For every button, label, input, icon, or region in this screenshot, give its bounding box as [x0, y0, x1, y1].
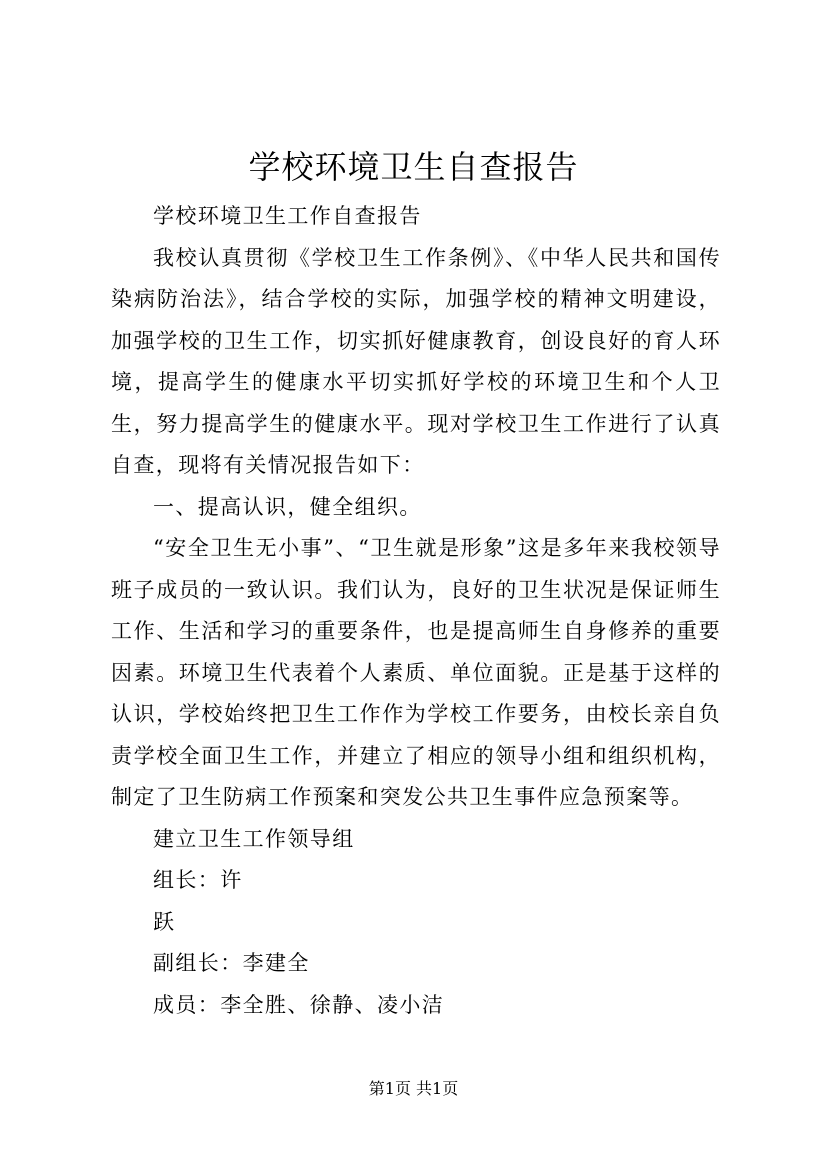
group-leader-line: 组长：许: [153, 868, 243, 892]
document-body: [111, 196, 721, 1026]
section-1-paragraph: “安全卫生无小事”、“卫生就是形象”这是多年来我校领导班子成员的一致认识。我们认为，良好的卫生状况是保证师生工作、生活和学习的重要条件，也是提高师生自身修养的重要因素。环境卫生代表着个人素质、单位面貌。正是基于这样的认识，学校始终把卫生工作作为学校工作要务，由校长亲自负责学校全面卫生工作，并建立了相应的领导小组和组织机构，制定了卫生防病工作预案和突发公共卫生事件应急预案等。: [111, 536, 721, 809]
leadership-group-heading: 建立卫生工作领导组: [153, 826, 355, 851]
page-footer: 第1页 共1页: [368, 1079, 459, 1098]
report-subtitle: 学校环境卫生工作自查报告: [153, 204, 422, 228]
section-heading-1: 一、提高认识，健全组织。: [153, 494, 422, 519]
members-line: 成员：李全胜、徐静、凌小洁: [153, 992, 445, 1017]
deputy-leader-line: 副组长：李建全: [153, 951, 310, 975]
group-leader-name-continued: 跃: [153, 909, 176, 934]
document-title: 学校环境卫生自查报告: [248, 148, 579, 186]
intro-paragraph: 我校认真贯彻《学校卫生工作条例》、《中华人民共和国传染病防治法》，结合学校的实际，加强学校的精神文明建设，加强学校的卫生工作，切实抓好健康教育，创设良好的育人环境，提高学生的健康水平切实抓好学校的环境卫生和个人卫生，努力提高学生的健康水平。现对学校卫生工作进行了认真自查，现将有关情况报告如下：: [111, 245, 721, 477]
